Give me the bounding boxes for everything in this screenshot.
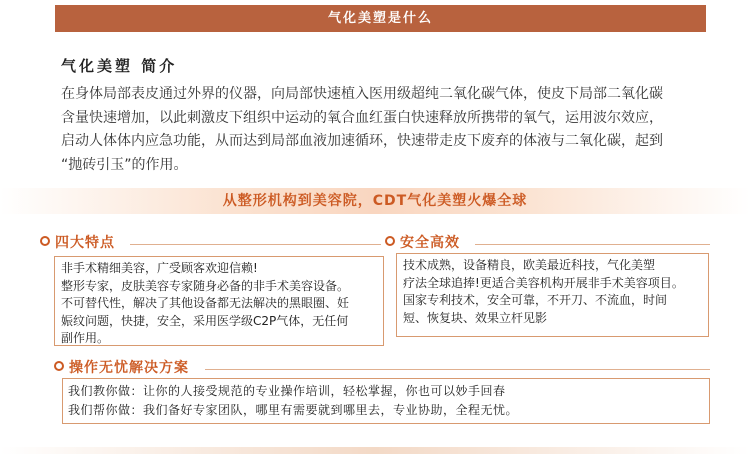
safety-heading [385,234,460,252]
intro-title: 气化美塑 简介 [61,57,178,75]
safety-box [396,253,709,337]
features-box [54,256,384,346]
support-box [62,378,710,424]
intro-line: 含量快速增加，以此刺激皮下组织中运动的氧合血红蛋白快速释放所携带的氧气，运用波尔效应， [61,109,663,126]
features-line: 副作用。 [61,331,110,345]
intro-line: 启动人体体内应急功能，从而达到局部血液加速循环，快速带走皮下废弃的体液与二氧化碳，起到 [61,133,663,149]
top-banner [55,5,706,32]
intro-line: 在身体局部表皮通过外界的仪器，向局部快速植入医用级超纯二氧化碳气体，使皮下局部二氧化碳 [61,86,663,102]
intro-line: “抛砖引玉”的作用。 [61,156,188,173]
intro-body [61,83,711,177]
support-line: 我们教你做：让你的人接受规范的专业操作培训，轻松掌握，你也可以妙手回春 [68,384,506,398]
support-divider [205,369,710,370]
features-line: 整形专家，皮肤美容专家随身必备的非手术美容设备。 [61,278,350,293]
slogan-text: 从整形机构到美容院，CDT气化美塑火爆全球 [222,193,528,209]
safety-line: 技术成熟，设备精良，欧美最近科技，气化美塑 [403,258,656,272]
support-title: 操作无忧解决方案 [69,360,189,376]
bottom-divider [0,447,750,454]
features-divider [130,244,381,245]
features-title: 四大特点 [55,235,115,251]
features-line: 娠纹问题，快捷，安全，采用医学级C2P气体，无任何 [61,313,349,328]
circle-bullet-icon [54,361,64,371]
banner-title: 气化美塑是什么 [327,11,433,26]
safety-title: 安全高效 [400,235,460,251]
safety-divider [475,244,710,245]
support-heading [54,359,189,377]
circle-bullet-icon [385,236,395,246]
safety-line: 国家专利技术，安全可靠，不开刀、不流血，时间 [403,293,668,307]
circle-bullet-icon [40,236,50,246]
features-line: 非手术精细美容，广受顾客欢迎信赖! [61,261,258,275]
features-heading [40,234,115,252]
features-line: 不可替代性，解决了其他设备都无法解决的黑眼圈、妊 [61,296,350,310]
safety-line: 短、恢复块、效果立杆见影 [403,310,548,325]
safety-line: 疗法全球追捧!更适合美容机构开展非手术美容项目。 [403,275,684,290]
support-line: 我们帮你做：我们备好专家团队，哪里有需要就到哪里去，专业协助，全程无忧。 [68,403,519,417]
